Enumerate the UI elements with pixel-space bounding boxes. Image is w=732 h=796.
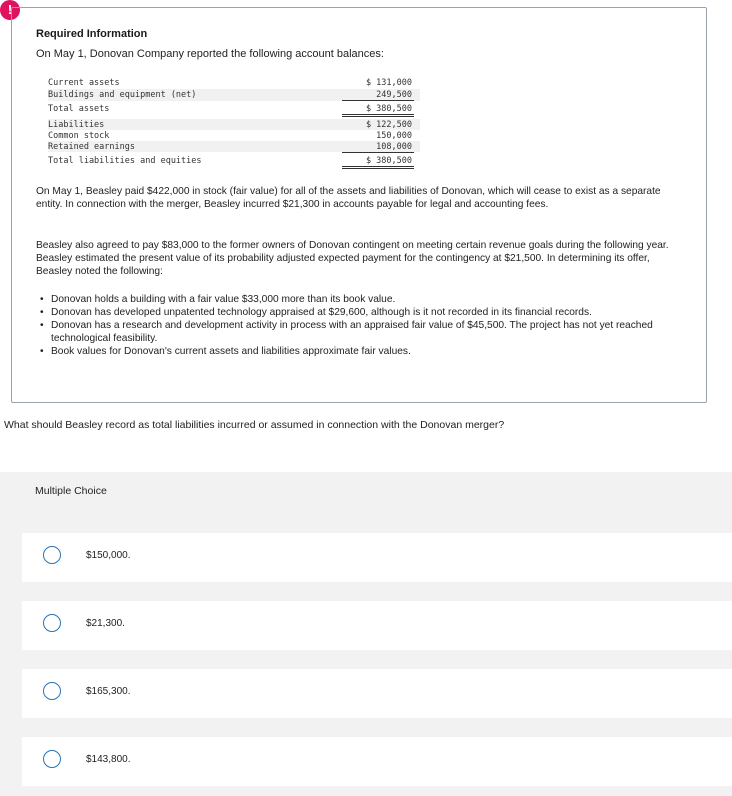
paragraph-merger: On May 1, Beasley paid $422,000 in stock (fair value) for all of the assets and liabilities of Donovan, which will cease to exist as a separate entity. In connection with the merger, Beasley incurred $21,300 in accounts payable for legal and accounting fees.: [36, 186, 661, 210]
table-row: [48, 103, 420, 115]
row-amount: 108,000: [342, 142, 414, 153]
question-text: What should Beasley record as total liabilities incurred or assumed in connection with the Donovan merger?: [4, 419, 505, 431]
row-label: Current assets: [48, 78, 120, 88]
choice-option-2[interactable]: [22, 601, 732, 650]
choice-label: $21,300.: [86, 618, 125, 629]
choice-label: $165,300.: [86, 686, 131, 697]
row-label: Retained earnings: [48, 142, 135, 152]
row-amount: $ 131,000: [365, 78, 412, 88]
choice-label: $143,800.: [86, 754, 131, 765]
radio-button-icon[interactable]: [43, 750, 61, 768]
row-label: Total assets: [48, 104, 110, 114]
choice-option-3[interactable]: [22, 669, 732, 718]
list-item: • Donovan holds a building with a fair value $33,000 more than its book value.: [36, 293, 676, 306]
balance-table: [48, 77, 420, 167]
multiple-choice-label: Multiple Choice: [35, 485, 107, 497]
row-label: Liabilities: [48, 120, 105, 130]
notes-list: [36, 293, 676, 358]
exclamation-icon: !: [0, 0, 20, 20]
paragraph-contingency: Beasley also agreed to pay $83,000 to the former owners of Donovan contingent on meeting certain revenue goals during the following year. Beasley estimated the present value of its probability adjusted expected payment for the contingency at $21,500. In determining its offer, Beasley noted the following:: [36, 240, 669, 277]
row-label: Total liabilities and equities: [48, 156, 202, 166]
table-row: [48, 89, 420, 101]
table-row: [48, 119, 420, 130]
row-amount: $ 122,500: [365, 120, 412, 130]
required-information-title: Required Information: [36, 28, 148, 40]
radio-button-icon[interactable]: [43, 682, 61, 700]
table-row: [48, 77, 420, 89]
list-item: • Donovan has a research and development activity in process with an appraised fair value of $45,500. The project has not yet reached technological feasibility.: [36, 319, 676, 345]
required-information-box: [11, 7, 707, 403]
list-item: • Book values for Donovan's current assets and liabilities approximate fair values.: [36, 345, 676, 358]
row-label: Common stock: [48, 131, 110, 141]
row-amount: 150,000: [376, 131, 412, 141]
radio-button-icon[interactable]: [43, 546, 61, 564]
choice-option-1[interactable]: [22, 533, 732, 582]
row-amount: $ 380,500: [342, 156, 414, 169]
list-item: • Donovan has developed unpatented technology appraised at $29,600, although is it not recorded in its financial records.: [36, 306, 676, 319]
row-amount: 249,500: [342, 90, 414, 101]
table-row: [48, 141, 420, 152]
choice-option-4[interactable]: [22, 737, 732, 786]
radio-button-icon[interactable]: [43, 614, 61, 632]
choice-label: $150,000.: [86, 550, 131, 561]
row-label: Buildings and equipment (net): [48, 90, 197, 100]
table-row: [48, 130, 420, 141]
table-row: [48, 155, 420, 167]
row-amount: $ 380,500: [342, 104, 414, 117]
intro-text: On May 1, Donovan Company reported the following account balances:: [36, 48, 384, 60]
